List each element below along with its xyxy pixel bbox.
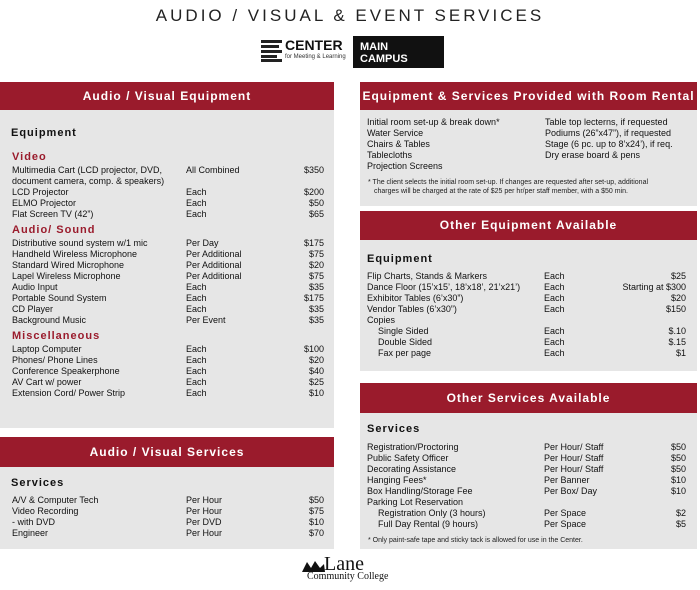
room-rental-panel [360, 82, 697, 206]
table-row [12, 388, 324, 399]
row-unit: Per Hour/ Staff [544, 464, 604, 474]
row-unit: Each [544, 293, 565, 303]
row-unit: Each [186, 187, 207, 197]
row-unit: Per Hour/ Staff [544, 442, 604, 452]
row-unit: Each [186, 355, 207, 365]
row-name: Background Music [12, 315, 87, 325]
row-unit: Each [186, 282, 207, 292]
row-name: Single Sided [378, 326, 429, 336]
row-unit: Per Hour [186, 506, 223, 516]
center-logo [261, 37, 349, 66]
other-equipment-section: Equipment [367, 253, 433, 265]
table-row [12, 271, 324, 282]
av-equipment-section: Equipment [11, 127, 77, 139]
row-unit: Each [186, 198, 207, 208]
row-unit: Each [186, 366, 207, 376]
row-name: Conference Speakerphone [12, 366, 120, 376]
table-row [12, 282, 324, 293]
row-name: Double Sided [378, 337, 433, 347]
room-rental-left-list [367, 117, 500, 172]
row-price: $20 [670, 293, 686, 303]
table-row [367, 348, 686, 359]
row-name: Registration Only (3 hours) [378, 508, 486, 518]
row-price: $50 [670, 442, 686, 452]
rental-item: Projection Screens [367, 161, 443, 171]
av-equipment-panel [0, 82, 334, 428]
table-row [367, 453, 686, 464]
row-unit: Per Additional [186, 249, 242, 259]
row-name: Fax per page [378, 348, 432, 358]
row-price: $65 [308, 209, 324, 219]
room-rental-right-list [545, 117, 673, 161]
room-rental-note: * The client selects the initial room set-up. If changes are requested after set-up, additional charges will be charged at the rate of $25 per hr/per staff member, with a $50 min. [368, 179, 649, 195]
room-rental-header: Equipment & Services Provided with Room Rental [360, 82, 697, 110]
row-price: $150 [665, 304, 686, 314]
row-name: ELMO Projector [12, 198, 77, 208]
other-equipment-list [367, 271, 686, 359]
row-name: CD Player [12, 304, 54, 314]
row-price: $25 [670, 271, 686, 281]
center-logo-subtitle: for Meeting & Learning [285, 54, 346, 60]
row-name: Exhibitor Tables (6’x30”) [367, 293, 464, 303]
row-name: Lapel Wireless Microphone [12, 271, 121, 281]
row-price: $50 [308, 495, 324, 505]
rental-item: Water Service [367, 128, 424, 138]
row-price: $350 [303, 165, 324, 175]
row-price: $175 [303, 238, 324, 248]
row-name: Decorating Assistance [367, 464, 457, 474]
lane-logo-subtitle: Community College [307, 571, 389, 582]
row-name: Public Safety Officer [367, 453, 449, 463]
rental-item: Dry erase board & pens [545, 150, 641, 160]
row-unit: Each [186, 304, 207, 314]
category-label: Audio/ Sound [12, 224, 96, 236]
table-row [367, 486, 686, 497]
row-name: Extension Cord/ Power Strip [12, 388, 126, 398]
table-row [12, 187, 324, 198]
row-name: Multimedia Cart (LCD projector, DVD, [12, 165, 163, 175]
row-price: $40 [308, 366, 324, 376]
table-row [12, 366, 324, 377]
other-services-panel [360, 383, 697, 549]
table-row [12, 344, 324, 355]
row-name: Video Recording [12, 506, 79, 516]
center-logo-icon [261, 40, 282, 62]
row-unit: Each [186, 377, 207, 387]
table-row [367, 326, 686, 337]
rental-item: Initial room set-up & break down* [367, 117, 500, 127]
av-services-list [12, 495, 324, 539]
row-price: $175 [303, 293, 324, 303]
row-name: Registration/Proctoring [367, 442, 459, 452]
row-price: Starting at $300 [622, 282, 686, 292]
row-name: LCD Projector [12, 187, 69, 197]
row-unit: Each [544, 337, 565, 347]
table-row [12, 249, 324, 260]
row-name: document camera, comp. & speakers) [12, 176, 165, 186]
row-unit: Each [186, 293, 207, 303]
table-row [367, 464, 686, 475]
row-price: $1 [675, 348, 686, 358]
av-equipment-list [12, 151, 324, 399]
table-row [367, 519, 686, 530]
row-name: A/V & Computer Tech [12, 495, 99, 505]
row-name: - with DVD [12, 517, 56, 527]
table-row [367, 315, 686, 326]
row-unit: Per Additional [186, 271, 242, 281]
table-row [12, 304, 324, 315]
row-name: Phones/ Phone Lines [12, 355, 98, 365]
table-row [367, 282, 686, 293]
row-unit: Per DVD [186, 517, 222, 527]
table-row [367, 508, 686, 519]
row-price: $50 [670, 464, 686, 474]
row-unit: Per Hour [186, 528, 223, 538]
row-name: Handheld Wireless Microphone [12, 249, 138, 259]
row-price: $100 [303, 344, 324, 354]
row-price: $2 [675, 508, 686, 518]
row-unit: Per Hour [186, 495, 223, 505]
av-services-panel [0, 437, 334, 549]
category-label: Video [12, 151, 47, 163]
table-row [12, 238, 324, 249]
rental-item: Podiums (26”x47”), if requested [545, 128, 672, 138]
table-row [12, 260, 324, 271]
row-unit: Per Event [186, 315, 226, 325]
row-price: $20 [308, 355, 324, 365]
row-price: $75 [308, 271, 324, 281]
other-equipment-panel [360, 211, 697, 371]
row-unit: Per Banner [544, 475, 590, 485]
row-price: $.10 [668, 326, 686, 336]
row-price: $70 [308, 528, 324, 538]
row-name: Flat Screen TV (42”) [12, 209, 94, 219]
rental-item: Tablecloths [367, 150, 413, 160]
row-price: $20 [308, 260, 324, 270]
row-price: $10 [670, 475, 686, 485]
table-row [12, 315, 324, 326]
row-name: Vendor Tables (6’x30”) [367, 304, 457, 314]
rental-item: Stage (6 pc. up to 8’x24’), if req. [545, 139, 673, 149]
row-price: $200 [303, 187, 324, 197]
row-price: $50 [308, 198, 324, 208]
lane-logo-text: Lane [324, 553, 364, 575]
row-unit: Per Day [186, 238, 219, 248]
row-price: $25 [308, 377, 324, 387]
table-row [12, 377, 324, 388]
row-unit: Each [544, 326, 565, 336]
row-unit: Each [186, 209, 207, 219]
page-title: AUDIO / VISUAL & EVENT SERVICES [155, 6, 545, 25]
row-price: $75 [308, 506, 324, 516]
other-services-header: Other Services Available [360, 383, 697, 413]
table-row [367, 337, 686, 348]
av-services-section: Services [11, 477, 65, 489]
row-unit: Each [544, 271, 565, 281]
row-name: AV Cart w/ power [12, 377, 82, 387]
row-unit: Each [544, 282, 565, 292]
row-name: Hanging Fees* [367, 475, 427, 485]
other-services-list [367, 442, 686, 530]
row-price: $5 [675, 519, 686, 529]
row-name: Standard Wired Microphone [12, 260, 125, 270]
row-name: Laptop Computer [12, 344, 82, 354]
row-price: $75 [308, 249, 324, 259]
row-name: Dance Floor (15’x15’, 18’x18’, 21’x21’) [367, 282, 521, 292]
other-services-note: * Only paint-safe tape and sticky tack is allowed for use in the Center. [368, 537, 583, 544]
row-price: $10 [670, 486, 686, 496]
row-name: Parking Lot Reservation [367, 497, 464, 507]
lane-logo [300, 553, 400, 587]
row-unit: Per Box/ Day [544, 486, 598, 496]
row-unit: Per Hour/ Staff [544, 453, 604, 463]
row-name: Distributive sound system w/1 mic [12, 238, 148, 248]
table-row [12, 355, 324, 366]
table-row [12, 176, 324, 187]
row-price: $35 [308, 282, 324, 292]
row-name: Flip Charts, Stands & Markers [367, 271, 488, 281]
table-row [367, 304, 686, 315]
row-price: $10 [308, 388, 324, 398]
row-unit: Each [544, 304, 565, 314]
table-row [12, 506, 324, 517]
table-row [12, 165, 324, 176]
row-unit: Per Space [544, 519, 587, 529]
other-equipment-header: Other Equipment Available [360, 211, 697, 240]
table-row [12, 517, 324, 528]
row-unit: All Combined [186, 165, 240, 175]
row-name: Engineer [12, 528, 49, 538]
row-unit: Per Additional [186, 260, 242, 270]
row-unit: Each [186, 344, 207, 354]
av-equipment-header: Audio / Visual Equipment [0, 82, 334, 110]
table-row [12, 528, 324, 539]
table-row [12, 495, 324, 506]
rental-item: Table top lecterns, if requested [545, 117, 668, 127]
category-label: Miscellaneous [12, 330, 101, 342]
row-name: Copies [367, 315, 396, 325]
rental-item: Chairs & Tables [367, 139, 430, 149]
table-row [12, 209, 324, 220]
row-name: Portable Sound System [12, 293, 107, 303]
av-services-header: Audio / Visual Services [0, 437, 334, 467]
table-row [367, 497, 686, 508]
row-unit: Each [186, 388, 207, 398]
row-price: $.15 [668, 337, 686, 347]
table-row [12, 293, 324, 304]
center-logo-text: CENTER [285, 37, 343, 53]
row-name: Full Day Rental (9 hours) [378, 519, 479, 529]
row-price: $35 [308, 304, 324, 314]
row-price: $35 [308, 315, 324, 325]
other-services-section: Services [367, 423, 421, 435]
table-row [367, 475, 686, 486]
row-name: Audio Input [12, 282, 58, 292]
table-row [367, 442, 686, 453]
row-unit: Per Space [544, 508, 587, 518]
table-row [367, 271, 686, 282]
row-price: $50 [670, 453, 686, 463]
row-unit: Each [544, 348, 565, 358]
row-name: Box Handling/Storage Fee [367, 486, 473, 496]
row-price: $10 [308, 517, 324, 527]
main-campus-badge: MAIN CAMPUS [353, 36, 444, 68]
table-row [367, 293, 686, 304]
table-row [12, 198, 324, 209]
